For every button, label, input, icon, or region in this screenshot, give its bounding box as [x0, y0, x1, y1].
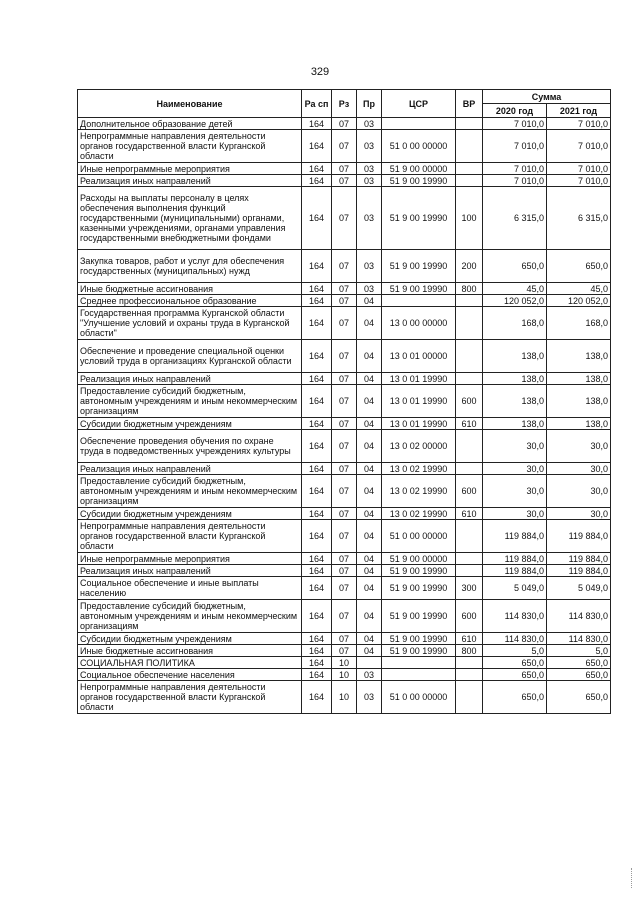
row-amount-2021: 30,0	[547, 475, 611, 508]
row-amount-2020: 119 884,0	[483, 520, 547, 553]
row-rasp: 164	[302, 385, 332, 418]
row-csr: 13 0 02 19990	[382, 475, 456, 508]
row-rasp: 164	[302, 657, 332, 669]
row-pr: 04	[357, 340, 382, 373]
row-amount-2021: 650,0	[547, 657, 611, 669]
row-rasp: 164	[302, 295, 332, 307]
table-row	[78, 430, 611, 463]
row-rasp: 164	[302, 175, 332, 187]
row-csr: 51 9 00 19990	[382, 175, 456, 187]
row-name: Иные бюджетные ассигнования	[78, 645, 302, 657]
row-csr: 51 9 00 19990	[382, 187, 456, 250]
row-pr: 04	[357, 508, 382, 520]
row-vr	[456, 565, 483, 577]
row-rz: 07	[332, 295, 357, 307]
row-csr: 51 0 00 00000	[382, 520, 456, 553]
row-csr: 51 9 00 00000	[382, 163, 456, 175]
row-name: Обеспечение проведения обучения по охране труда в подведомственных учреждениях культуры	[78, 430, 302, 463]
row-vr	[456, 340, 483, 373]
row-rasp: 164	[302, 577, 332, 600]
row-amount-2021: 30,0	[547, 508, 611, 520]
row-rz: 07	[332, 430, 357, 463]
row-amount-2020: 7 010,0	[483, 118, 547, 130]
row-rz: 10	[332, 681, 357, 714]
table-row	[78, 118, 611, 130]
row-amount-2020: 114 830,0	[483, 600, 547, 633]
row-amount-2020: 650,0	[483, 681, 547, 714]
row-amount-2021: 650,0	[547, 669, 611, 681]
row-vr: 610	[456, 633, 483, 645]
row-pr: 04	[357, 418, 382, 430]
row-vr: 200	[456, 250, 483, 283]
row-rz: 07	[332, 565, 357, 577]
row-name: Субсидии бюджетным учреждениям	[78, 418, 302, 430]
row-pr: 04	[357, 463, 382, 475]
row-amount-2021: 30,0	[547, 463, 611, 475]
table-body	[78, 118, 611, 714]
row-csr: 51 9 00 00000	[382, 553, 456, 565]
row-pr: 04	[357, 565, 382, 577]
row-name: Социальное обеспечение населения	[78, 669, 302, 681]
row-vr	[456, 669, 483, 681]
row-rz: 07	[332, 633, 357, 645]
table-row	[78, 681, 611, 714]
row-rasp: 164	[302, 681, 332, 714]
row-csr: 51 9 00 19990	[382, 600, 456, 633]
header-name: Наименование	[78, 90, 302, 118]
row-vr: 800	[456, 645, 483, 657]
header-sum: Сумма	[483, 90, 611, 104]
row-rasp: 164	[302, 669, 332, 681]
row-rasp: 164	[302, 600, 332, 633]
table-row	[78, 475, 611, 508]
row-vr	[456, 175, 483, 187]
row-vr	[456, 373, 483, 385]
row-vr	[456, 520, 483, 553]
row-pr: 04	[357, 633, 382, 645]
row-name: Среднее профессиональное образование	[78, 295, 302, 307]
row-csr: 51 9 00 19990	[382, 250, 456, 283]
row-amount-2020: 138,0	[483, 385, 547, 418]
row-amount-2020: 114 830,0	[483, 633, 547, 645]
row-pr: 03	[357, 118, 382, 130]
header-vr: ВР	[456, 90, 483, 118]
row-vr: 600	[456, 600, 483, 633]
row-csr: 51 0 00 00000	[382, 130, 456, 163]
row-amount-2020: 119 884,0	[483, 565, 547, 577]
row-amount-2021: 168,0	[547, 307, 611, 340]
row-amount-2020: 138,0	[483, 418, 547, 430]
table-row	[78, 340, 611, 373]
row-vr: 300	[456, 577, 483, 600]
row-name: Субсидии бюджетным учреждениям	[78, 508, 302, 520]
row-pr: 03	[357, 130, 382, 163]
row-amount-2020: 5 049,0	[483, 577, 547, 600]
row-rasp: 164	[302, 508, 332, 520]
row-rz: 07	[332, 283, 357, 295]
row-name: Иные непрограммные мероприятия	[78, 163, 302, 175]
header-year-2021: 2021 год	[547, 104, 611, 118]
table-row	[78, 645, 611, 657]
row-csr: 13 0 02 00000	[382, 430, 456, 463]
table-row	[78, 633, 611, 645]
row-amount-2020: 30,0	[483, 430, 547, 463]
row-vr	[456, 163, 483, 175]
row-pr: 04	[357, 295, 382, 307]
row-amount-2020: 650,0	[483, 250, 547, 283]
row-pr: 04	[357, 307, 382, 340]
row-amount-2020: 6 315,0	[483, 187, 547, 250]
row-amount-2021: 7 010,0	[547, 163, 611, 175]
row-csr: 51 9 00 19990	[382, 577, 456, 600]
row-rasp: 164	[302, 283, 332, 295]
row-rz: 07	[332, 577, 357, 600]
row-name: Социальное обеспечение и иные выплаты населению	[78, 577, 302, 600]
row-amount-2021: 119 884,0	[547, 565, 611, 577]
row-amount-2021: 650,0	[547, 681, 611, 714]
row-rasp: 164	[302, 645, 332, 657]
row-pr: 04	[357, 373, 382, 385]
table-row	[78, 657, 611, 669]
row-amount-2021: 119 884,0	[547, 520, 611, 553]
row-amount-2021: 138,0	[547, 373, 611, 385]
row-rasp: 164	[302, 373, 332, 385]
row-amount-2021: 114 830,0	[547, 600, 611, 633]
row-vr	[456, 681, 483, 714]
row-vr: 100	[456, 187, 483, 250]
row-amount-2020: 138,0	[483, 373, 547, 385]
row-amount-2021: 45,0	[547, 283, 611, 295]
row-rz: 07	[332, 520, 357, 553]
row-rasp: 164	[302, 553, 332, 565]
row-pr: 04	[357, 553, 382, 565]
table-row	[78, 130, 611, 163]
row-vr	[456, 130, 483, 163]
table-row	[78, 373, 611, 385]
row-rz: 07	[332, 118, 357, 130]
row-amount-2020: 650,0	[483, 669, 547, 681]
row-pr: 03	[357, 283, 382, 295]
row-pr	[357, 657, 382, 669]
row-rz: 07	[332, 385, 357, 418]
row-amount-2021: 120 052,0	[547, 295, 611, 307]
row-rasp: 164	[302, 118, 332, 130]
row-csr	[382, 657, 456, 669]
row-rz: 07	[332, 340, 357, 373]
row-amount-2021: 138,0	[547, 385, 611, 418]
row-pr: 03	[357, 175, 382, 187]
row-pr: 04	[357, 475, 382, 508]
row-name: Расходы на выплаты персоналу в целях обеспечения выполнения функций государственными (муниципальными) органами, казенными учреждениями, органами управления государственными внебюджетными фондами	[78, 187, 302, 250]
row-amount-2021: 5,0	[547, 645, 611, 657]
row-name: Обеспечение и проведение специальной оценки условий труда в организациях Курганской области	[78, 340, 302, 373]
row-rz: 07	[332, 645, 357, 657]
row-vr	[456, 307, 483, 340]
row-name: Реализация иных направлений	[78, 565, 302, 577]
row-csr: 13 0 02 19990	[382, 508, 456, 520]
row-rz: 07	[332, 553, 357, 565]
table-row	[78, 600, 611, 633]
row-amount-2020: 30,0	[483, 463, 547, 475]
row-name: Предоставление субсидий бюджетным, автономным учреждениям и иным некоммерческим организациям	[78, 475, 302, 508]
row-name: Дополнительное образование детей	[78, 118, 302, 130]
header-pr: Пр	[357, 90, 382, 118]
row-pr: 04	[357, 645, 382, 657]
table-row	[78, 187, 611, 250]
row-vr: 600	[456, 385, 483, 418]
row-amount-2020: 138,0	[483, 340, 547, 373]
row-name: Закупка товаров, работ и услуг для обеспечения государственных (муниципальных) нужд	[78, 250, 302, 283]
row-name: СОЦИАЛЬНАЯ ПОЛИТИКА	[78, 657, 302, 669]
row-pr: 03	[357, 669, 382, 681]
row-amount-2020: 7 010,0	[483, 163, 547, 175]
header-csr: ЦСР	[382, 90, 456, 118]
row-name: Субсидии бюджетным учреждениям	[78, 633, 302, 645]
row-rasp: 164	[302, 130, 332, 163]
row-rz: 07	[332, 250, 357, 283]
row-rz: 07	[332, 475, 357, 508]
row-csr: 13 0 00 00000	[382, 307, 456, 340]
page-number: 329	[310, 66, 330, 78]
row-amount-2020: 650,0	[483, 657, 547, 669]
row-name: Предоставление субсидий бюджетным, автономным учреждениям и иным некоммерческим организациям	[78, 600, 302, 633]
row-amount-2021: 650,0	[547, 250, 611, 283]
row-vr: 800	[456, 283, 483, 295]
row-amount-2021: 114 830,0	[547, 633, 611, 645]
table-row	[78, 175, 611, 187]
row-rz: 07	[332, 600, 357, 633]
row-vr	[456, 118, 483, 130]
table-row	[78, 250, 611, 283]
row-pr: 03	[357, 187, 382, 250]
row-pr: 04	[357, 520, 382, 553]
row-csr: 51 9 00 19990	[382, 565, 456, 577]
row-rz: 07	[332, 307, 357, 340]
row-pr: 04	[357, 385, 382, 418]
table-row	[78, 553, 611, 565]
row-pr: 03	[357, 681, 382, 714]
row-rz: 07	[332, 418, 357, 430]
row-amount-2021: 7 010,0	[547, 175, 611, 187]
row-amount-2020: 45,0	[483, 283, 547, 295]
row-pr: 04	[357, 430, 382, 463]
row-amount-2020: 30,0	[483, 475, 547, 508]
row-pr: 04	[357, 600, 382, 633]
row-vr: 600	[456, 475, 483, 508]
row-csr: 13 0 01 00000	[382, 340, 456, 373]
row-rasp: 164	[302, 475, 332, 508]
row-rasp: 164	[302, 463, 332, 475]
row-amount-2020: 7 010,0	[483, 130, 547, 163]
table-row	[78, 283, 611, 295]
row-rasp: 164	[302, 307, 332, 340]
table-row	[78, 508, 611, 520]
row-vr: 610	[456, 418, 483, 430]
row-name: Государственная программа Курганской области "Улучшение условий и охраны труда в Курганской области"	[78, 307, 302, 340]
table-row	[78, 307, 611, 340]
row-rz: 07	[332, 187, 357, 250]
row-csr: 13 0 01 19990	[382, 418, 456, 430]
row-amount-2021: 7 010,0	[547, 130, 611, 163]
table-row	[78, 577, 611, 600]
edge-mark	[631, 868, 634, 888]
row-vr	[456, 430, 483, 463]
row-name: Предоставление субсидий бюджетным, автономным учреждениям и иным некоммерческим организациям	[78, 385, 302, 418]
table-row	[78, 463, 611, 475]
row-amount-2021: 138,0	[547, 340, 611, 373]
row-amount-2020: 119 884,0	[483, 553, 547, 565]
row-name: Реализация иных направлений	[78, 373, 302, 385]
row-rz: 07	[332, 130, 357, 163]
table-row	[78, 385, 611, 418]
row-rz: 10	[332, 657, 357, 669]
row-rasp: 164	[302, 430, 332, 463]
row-name: Иные бюджетные ассигнования	[78, 283, 302, 295]
row-amount-2021: 6 315,0	[547, 187, 611, 250]
row-name: Непрограммные направления деятельности органов государственной власти Курганской области	[78, 130, 302, 163]
row-pr: 03	[357, 163, 382, 175]
row-vr: 610	[456, 508, 483, 520]
row-amount-2020: 5,0	[483, 645, 547, 657]
row-name: Реализация иных направлений	[78, 175, 302, 187]
row-name: Непрограммные направления деятельности органов государственной власти Курганской области	[78, 520, 302, 553]
row-csr: 51 9 00 19990	[382, 645, 456, 657]
row-rasp: 164	[302, 565, 332, 577]
row-amount-2021: 5 049,0	[547, 577, 611, 600]
header-year-2020: 2020 год	[483, 104, 547, 118]
row-rasp: 164	[302, 187, 332, 250]
budget-table	[77, 89, 611, 714]
row-vr	[456, 657, 483, 669]
row-name: Иные непрограммные мероприятия	[78, 553, 302, 565]
row-rz: 10	[332, 669, 357, 681]
row-amount-2020: 120 052,0	[483, 295, 547, 307]
row-amount-2021: 30,0	[547, 430, 611, 463]
row-amount-2020: 168,0	[483, 307, 547, 340]
row-rz: 07	[332, 463, 357, 475]
row-rasp: 164	[302, 340, 332, 373]
row-csr: 51 9 00 19990	[382, 283, 456, 295]
row-pr: 03	[357, 250, 382, 283]
table-row	[78, 418, 611, 430]
row-csr	[382, 118, 456, 130]
row-rasp: 164	[302, 418, 332, 430]
row-csr: 13 0 01 19990	[382, 385, 456, 418]
row-amount-2020: 30,0	[483, 508, 547, 520]
table-row	[78, 163, 611, 175]
row-amount-2021: 138,0	[547, 418, 611, 430]
row-rasp: 164	[302, 633, 332, 645]
row-rz: 07	[332, 163, 357, 175]
header-rasp: Ра сп	[302, 90, 332, 118]
row-rz: 07	[332, 175, 357, 187]
row-name: Реализация иных направлений	[78, 463, 302, 475]
table-row	[78, 565, 611, 577]
table-row	[78, 669, 611, 681]
row-rz: 07	[332, 508, 357, 520]
table-row	[78, 295, 611, 307]
row-amount-2020: 7 010,0	[483, 175, 547, 187]
row-pr: 04	[357, 577, 382, 600]
row-rasp: 164	[302, 250, 332, 283]
row-vr	[456, 295, 483, 307]
table-row	[78, 520, 611, 553]
row-vr	[456, 553, 483, 565]
row-name: Непрограммные направления деятельности органов государственной власти Курганской области	[78, 681, 302, 714]
row-amount-2021: 119 884,0	[547, 553, 611, 565]
header-rz: Рз	[332, 90, 357, 118]
row-csr	[382, 669, 456, 681]
row-csr: 51 9 00 19990	[382, 633, 456, 645]
row-csr	[382, 295, 456, 307]
row-rasp: 164	[302, 163, 332, 175]
row-amount-2021: 7 010,0	[547, 118, 611, 130]
row-csr: 13 0 02 19990	[382, 463, 456, 475]
row-csr: 51 0 00 00000	[382, 681, 456, 714]
row-rasp: 164	[302, 520, 332, 553]
row-csr: 13 0 01 19990	[382, 373, 456, 385]
row-rz: 07	[332, 373, 357, 385]
row-vr	[456, 463, 483, 475]
